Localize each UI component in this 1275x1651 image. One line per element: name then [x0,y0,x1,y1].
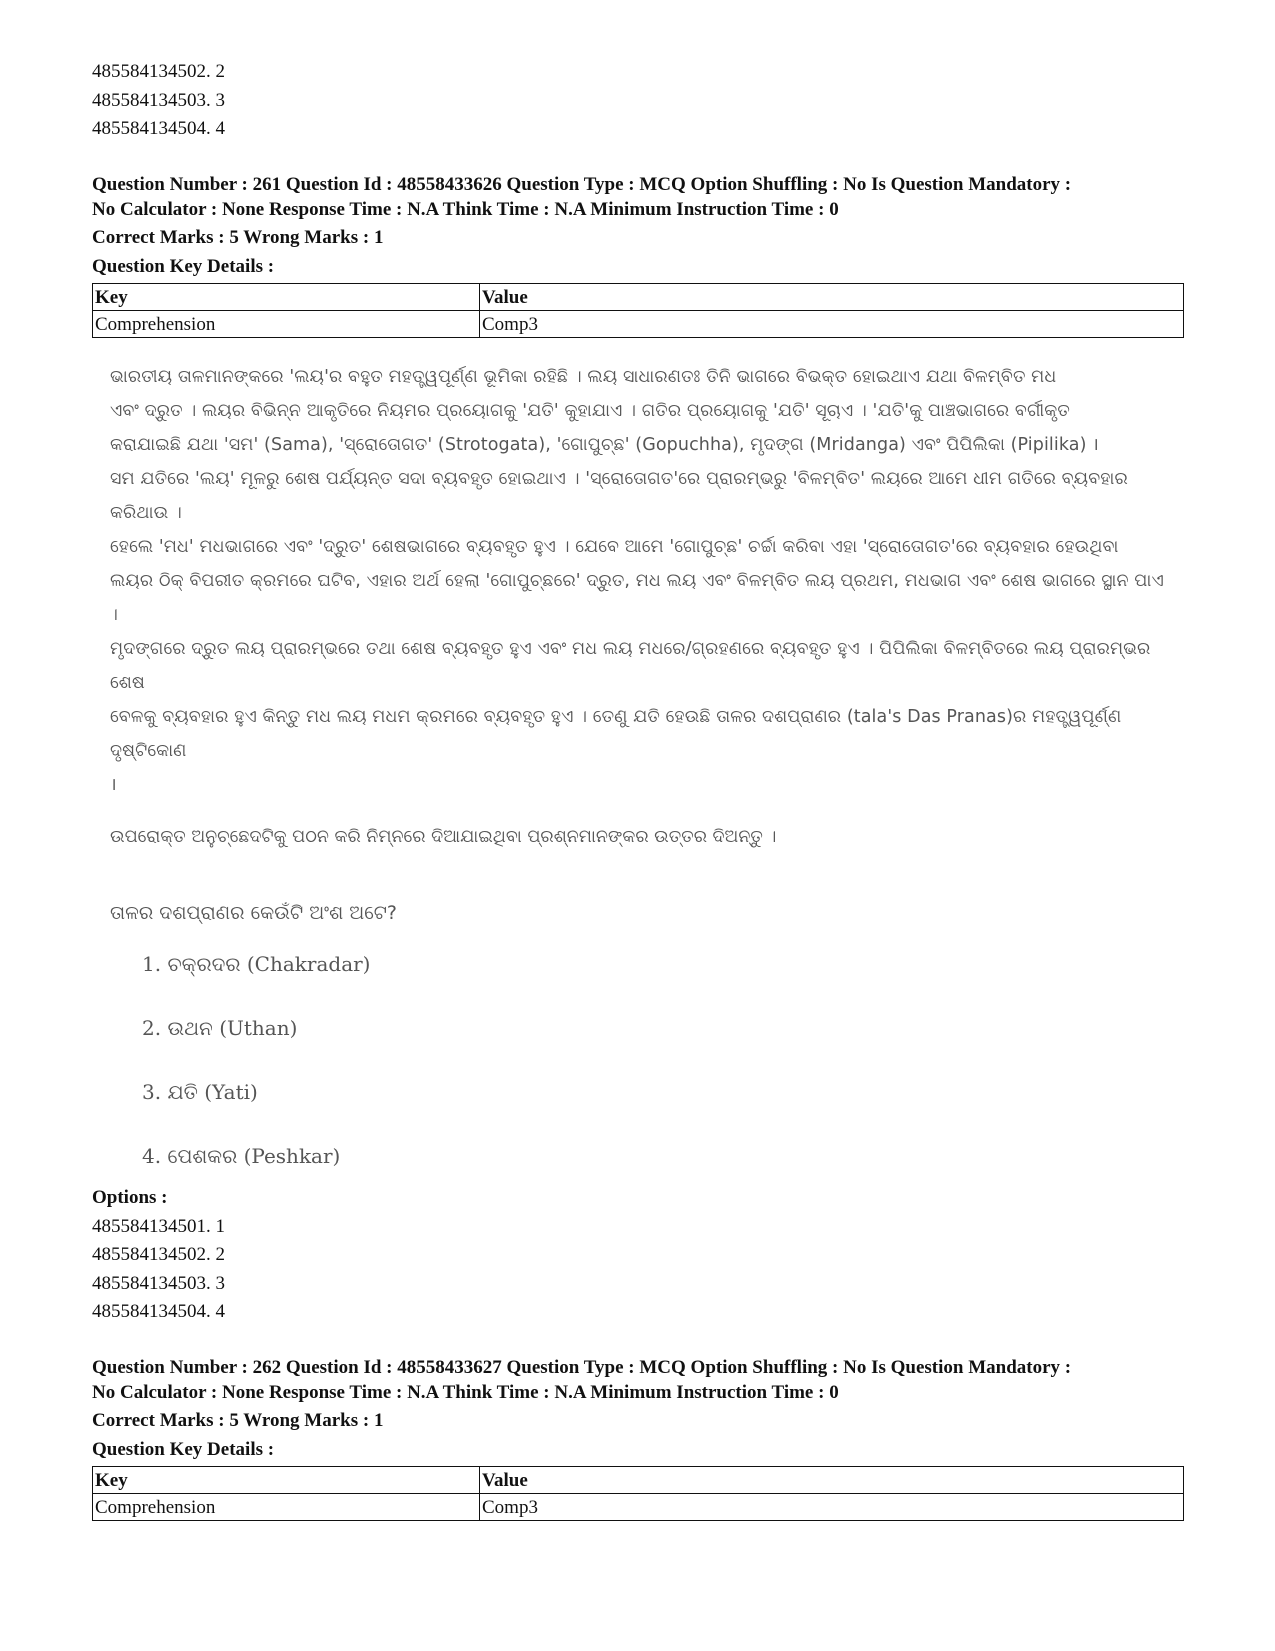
document-page [92,58,1182,1521]
answer-choice: 4. ପେଶକର (Peshkar) [142,1144,341,1168]
table-cell-value: Comp3 [480,1494,1184,1521]
option-item: 485584134503. 3 [92,1272,225,1294]
question-content [110,360,1170,1178]
table-header-value: Value [480,1467,1184,1494]
passage-line: ହେଲେ 'ମଧ' ମଧଭାଗରେ ଏବଂ 'ଦ୍ରୁତ' ଶେଷଭାଗରେ ବ୍ୟବହୃତ ହୁଏ । ଯେବେ ଆମେ 'ଗୋପୁଚ୍ଛ' ଚର୍ଚ୍ଚା କରିବା ଏହା 'ସ୍ରୋତୋଗତ'ରେ ବ୍ୟବହାର ହେଉଥିବା [110,537,1119,557]
comprehension-passage [110,360,1170,802]
table-cell-value: Comp3 [480,311,1184,338]
passage-line: ଭାରତୀୟ ତାଳମାନଙ୍କରେ 'ଲୟ'ର ବହୁତ ମହତ୍ତ୍ୱପୂର୍ଣ୍ଣ ଭୂମିକା ରହିଛି । ଲୟ ସାଧାରଣତଃ ତିନି ଭାଗରେ ବିଭକ୍ତ ହୋଇଥାଏ ଯଥା ବିଳମ୍ବିତ ମଧ [110,367,1057,387]
passage-line: ବେଳକୁ ବ୍ୟବହାର ହୁଏ କିନ୍ତୁ ମଧ ଲୟ ମଧମ କ୍ରମରେ ବ୍ୟବହୃତ ହୁଏ । ତେଣୁ ଯତି ହେଉଛି ତାଳର ଦଶପ୍ରାଣର (tala's Das Pranas)ର ମହତ୍ତ୍ୱପୂର୍ଣ୍ଣ ଦୃଷ୍ଟିକୋଣ [110,707,1122,761]
option-item: 485584134502. 2 [92,1244,225,1265]
answer-choice: 2. ଉଥନ (Uthan) [142,1016,298,1040]
question-marks: Correct Marks : 5 Wrong Marks : 1 [92,1410,384,1431]
table-header-value: Value [480,284,1184,311]
option-item: 485584134503. 3 [92,89,225,111]
answer-choices [142,942,1170,1178]
question-header-line2: No Calculator : None Response Time : N.A Think Time : N.A Minimum Instruction Time : 0 [92,199,839,220]
answer-choice: 1. ଚକ୍ରଦର (Chakradar) [142,952,371,976]
passage-line: କରାଯାଇଛି ଯଥା 'ସମ' (Sama), 'ସ୍ରୋତୋଗତ' (Strotogata), 'ଗୋପୁଚ୍ଛ' (Gopuchha), ମୃଦଙ୍ଗ (Mridanga) ଏବଂ ପିପିଲିକା (Pipilika) । [110,435,1099,455]
passage-line: ଏବଂ ଦ୍ରୁତ । ଲୟର ବିଭିନ୍ନ ଆକୃତିରେ ନିୟମର ପ୍ରୟୋଗକୁ 'ଯତି' କୁହାଯାଏ । ଗତିର ପ୍ରୟୋଗକୁ 'ଯତି' ସୂଚାଏ । 'ଯତି'କୁ ପାଞ୍ଚଭାଗରେ ବର୍ଗୀକୃତ [110,401,1070,421]
question-marks: Correct Marks : 5 Wrong Marks : 1 [92,227,384,248]
passage-line: ମୃଦଙ୍ଗରେ ଦ୍ରୁତ ଲୟ ପ୍ରାରମ୍ଭରେ ତଥା ଶେଷ ବ୍ୟବହୃତ ହୁଏ ଏବଂ ମଧ ଲୟ ମଧରେ/ଗ୍ରହଣରେ ବ୍ୟବହୃତ ହୁଏ । ପିପିଲିକା ବିଳମ୍ବିତରେ ଲୟ ପ୍ରାରମ୍ଭର ଶେଷ [110,639,1151,693]
question-text: ତାଳର ଦଶପ୍ରାଣର କେଉଁଟି ଅଂଶ ଅଟେ? [110,902,398,924]
key-details-table [92,1466,1184,1521]
options-list [92,1213,1182,1327]
question-header-line1: Question Number : 262 Question Id : 48558433627 Question Type : MCQ Option Shuffling : No Is Question Mandatory : [92,1356,1072,1378]
passage-line: ଲୟର ଠିକ୍ ବିପରୀତ କ୍ରମରେ ଘଟିବ, ଏହାର ଅର୍ଥ ହେଲା 'ଗୋପୁଚ୍ଛରେ' ଦ୍ରୁତ, ମଧ ଲୟ ଏବଂ ବିଳମ୍ବିତ ଲୟ ପ୍ରଥମ, ମଧଭାଗ ଏବଂ ଶେଷ ଭାଗରେ ସ୍ଥାନ ପାଏ । [110,571,1164,625]
table-header-row [93,1467,1184,1494]
question-261-block [92,171,1182,1327]
table-cell-key: Comprehension [93,311,480,338]
passage-line: ସମ ଯତିରେ 'ଲୟ' ମୂଳରୁ ଶେଷ ପର୍ଯ୍ୟନ୍ତ ସଦା ବ୍ୟବହୃତ ହୋଇଥାଏ । 'ସ୍ରୋତୋଗତ'ରେ ପ୍ରାରମ୍ଭରୁ 'ବିଳମ୍ବିତ' ଲୟରେ ଆମେ ଧୀମ ଗତିରେ ବ୍ୟବହାର କରିଥାଉ । [110,469,1128,523]
question-262-block [92,1354,1182,1522]
option-item: 485584134504. 4 [92,118,225,139]
passage-line: । [110,775,117,795]
table-cell-key: Comprehension [93,1494,480,1521]
table-row [93,311,1184,338]
key-details-table [92,283,1184,338]
passage-instruction: ଉପରୋକ୍ତ ଅନୁଚ୍ଛେଦଟିକୁ ପଠନ କରି ନିମ୍ନରେ ଦିଆଯାଇଥିବା ପ୍ରଶ୍ନମାନଙ୍କର ଉତ୍ତର ଦିଅନ୍ତୁ । [110,827,777,847]
question-header-line1: Question Number : 261 Question Id : 48558433626 Question Type : MCQ Option Shuffling : No Is Question Mandatory : [92,173,1072,195]
question-key-details-label: Question Key Details : [92,1438,275,1460]
answer-choice: 3. ଯତି (Yati) [142,1080,258,1104]
option-item: 485584134501. 1 [92,1215,225,1237]
table-row [93,1494,1184,1521]
option-item: 485584134504. 4 [92,1301,225,1322]
table-header-row [93,284,1184,311]
top-options-list [92,58,1182,144]
table-header-key: Key [93,1467,480,1494]
options-label: Options : [92,1187,168,1208]
question-header-line2: No Calculator : None Response Time : N.A Think Time : N.A Minimum Instruction Time : 0 [92,1382,839,1403]
question-key-details-label: Question Key Details : [92,255,275,277]
option-item: 485584134502. 2 [92,61,225,82]
table-header-key: Key [93,284,480,311]
